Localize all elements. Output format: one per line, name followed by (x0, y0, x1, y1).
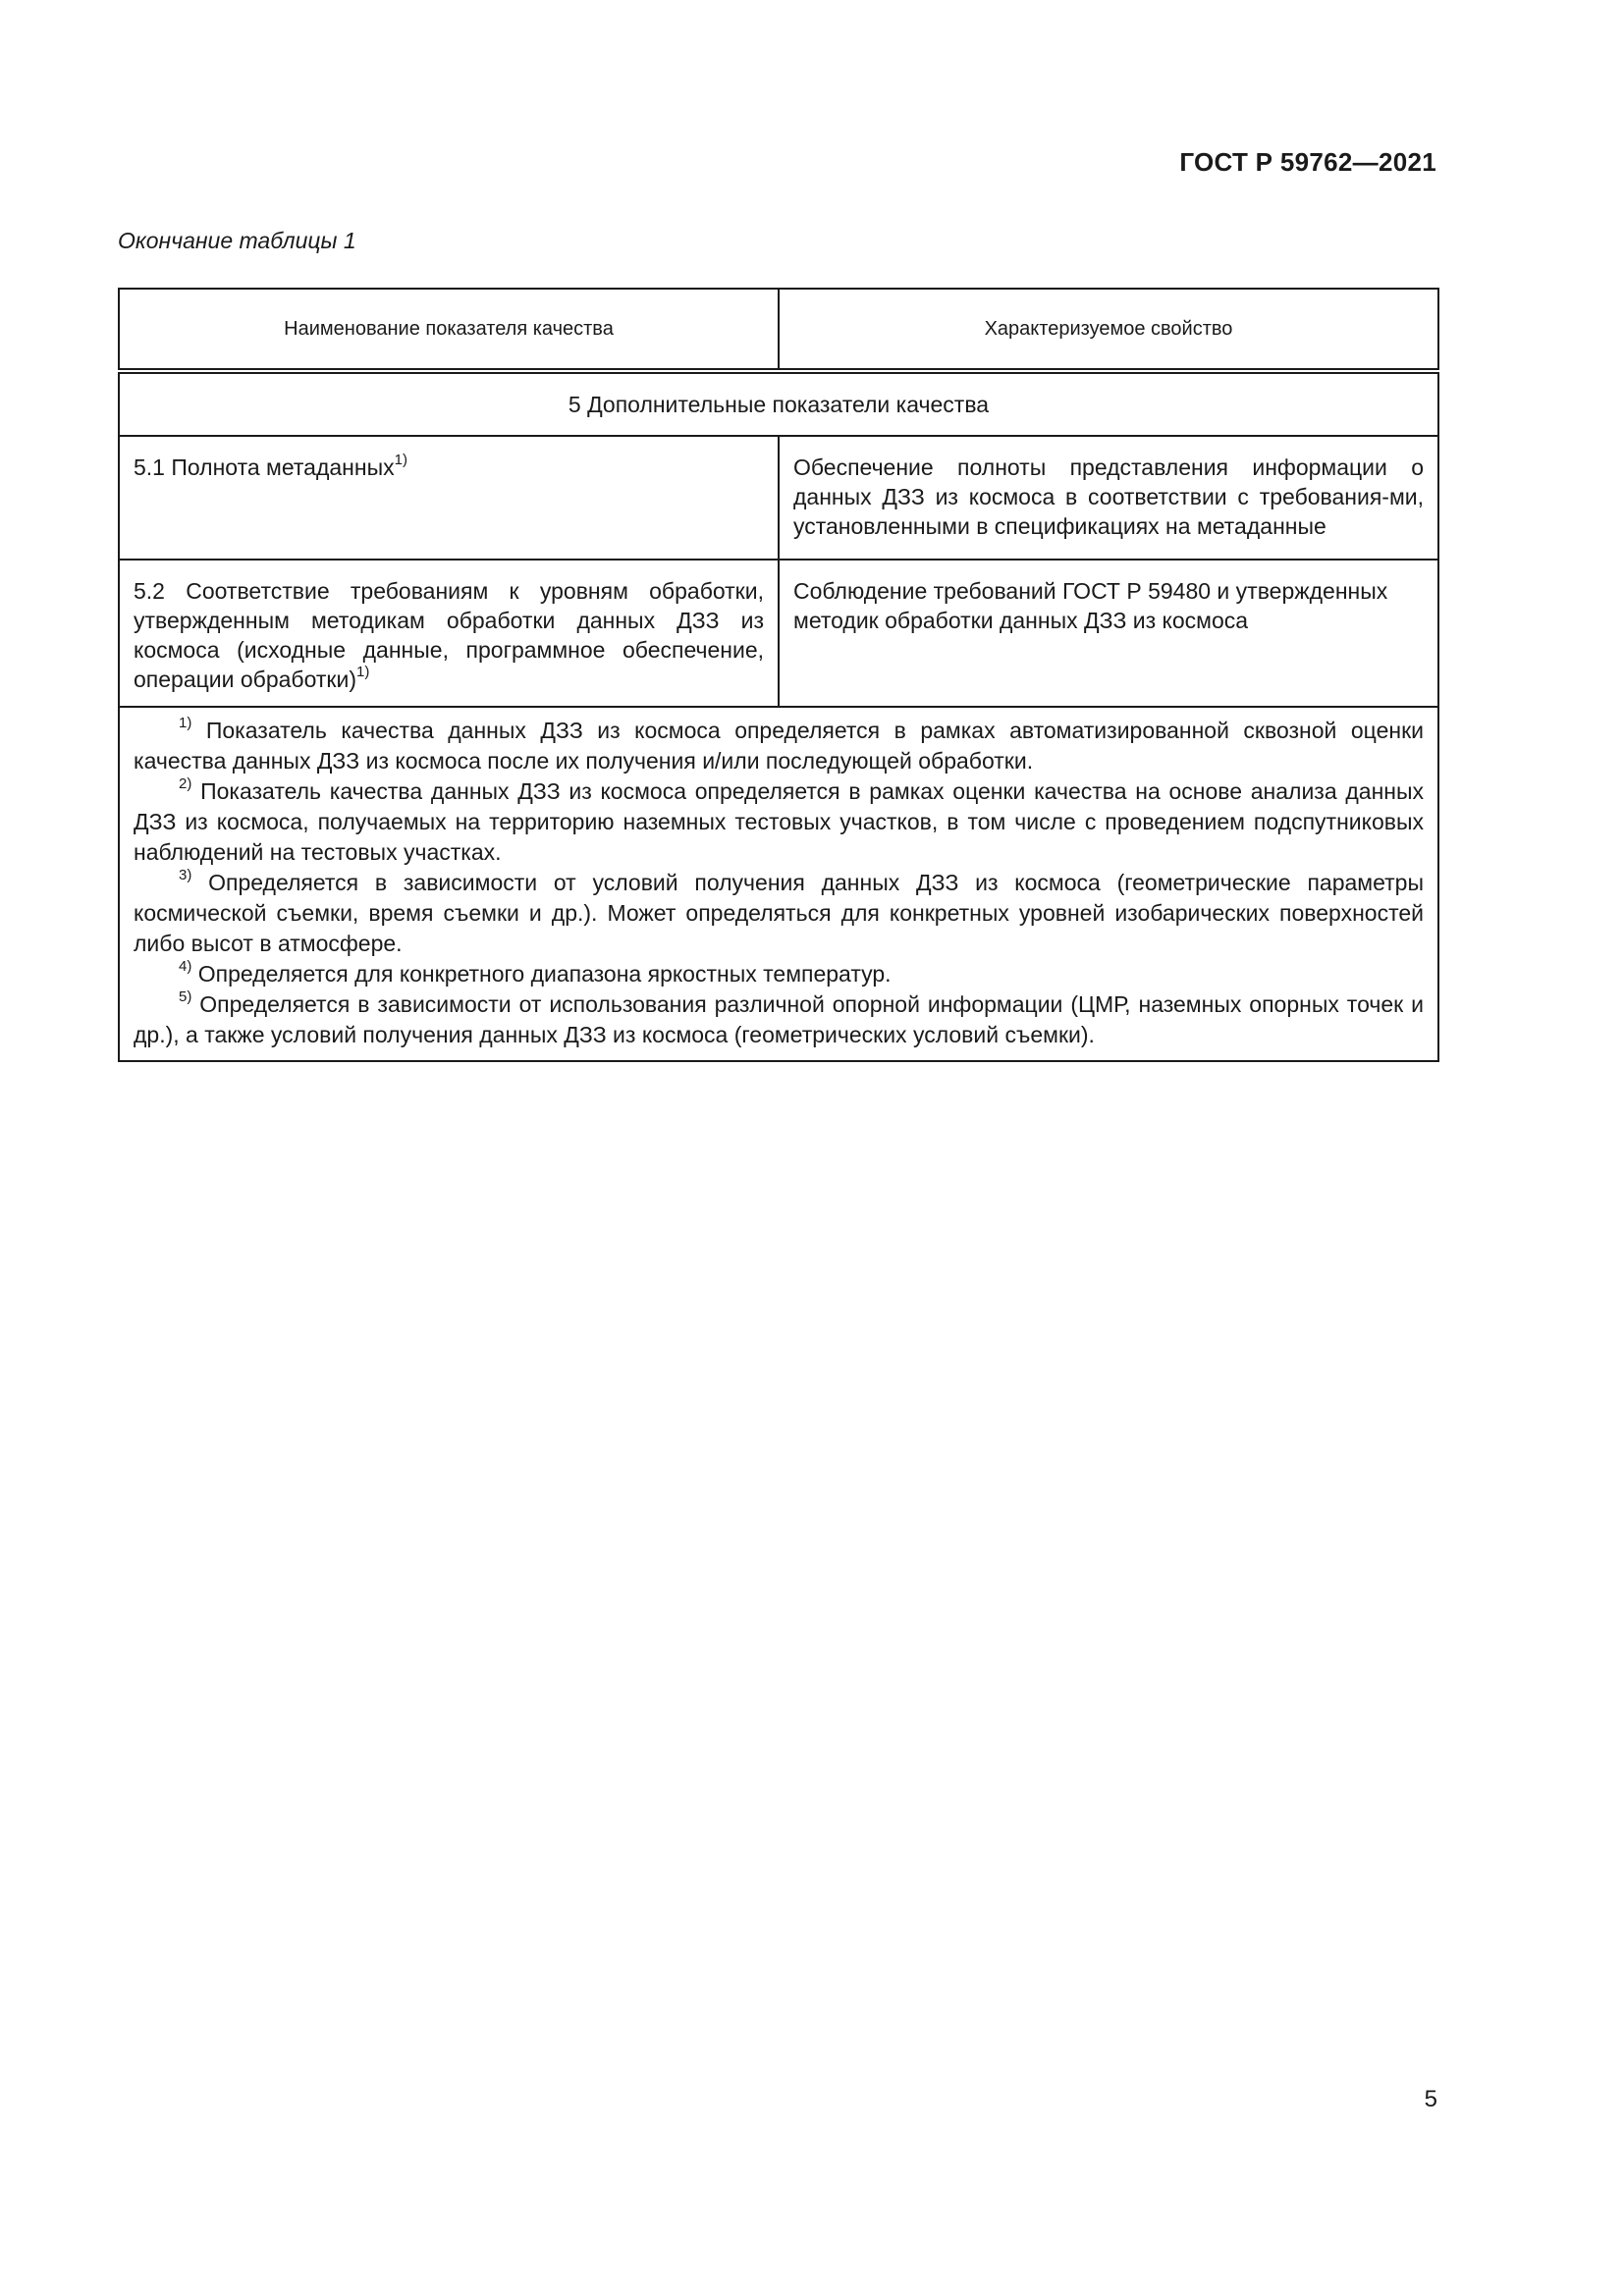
footnote-text: Определяется в зависимости от использования различной опорной информации (ЦМР, наземных опорных точек и др.), а также условий получения данных ДЗЗ из космоса (геометрических условий съемки). (134, 991, 1424, 1047)
footnotes-row (119, 707, 1438, 1061)
table-row (119, 436, 1438, 560)
footnote-mark: 2) (179, 775, 192, 793)
footnote-mark: 5) (179, 988, 192, 1006)
footnote-mark: 4) (179, 958, 192, 976)
footnote-mark: 3) (179, 867, 192, 884)
footnote-text: Определяется для конкретного диапазона яркостных температур. (191, 961, 892, 987)
standard-code: ГОСТ Р 59762—2021 (1179, 147, 1436, 177)
footnote (134, 959, 1424, 989)
footnote (134, 868, 1424, 959)
footnote-ref: 1) (356, 664, 370, 681)
indicator-name: 5.1 Полнота метаданных (134, 454, 395, 480)
indicator-name: 5.2 Соответствие требованиям к уровням обработки, утвержденным методикам обработки данных ДЗЗ из космоса (исходные данные, программное обеспечение, операции обработки) (134, 578, 764, 692)
footnote (134, 776, 1424, 868)
property-cell: Соблюдение требований ГОСТ Р 59480 и утвержденных методик обработки данных ДЗЗ из космоса (779, 560, 1438, 707)
table-caption: Окончание таблицы 1 (118, 228, 356, 253)
indicator-name-cell (119, 436, 779, 560)
footnote-text: Показатель качества данных ДЗЗ из космоса определяется в рамках автоматизированной сквозной оценки качества данных ДЗЗ из космоса после их получения и/или последующей обработки. (134, 718, 1424, 774)
quality-indicators-table (118, 288, 1437, 1062)
section-row (119, 371, 1438, 436)
section-title: 5 Дополнительные показатели качества (119, 371, 1438, 436)
footnote (134, 716, 1424, 776)
property-cell: Обеспечение полноты представления информации о данных ДЗЗ из космоса в соответствии с требования-ми, установленными в спецификациях на метаданные (779, 436, 1438, 560)
footnotes-cell (119, 707, 1438, 1061)
indicator-name-cell (119, 560, 779, 707)
column-header-indicator-name: Наименование показателя качества (119, 289, 779, 371)
table-header-row (119, 289, 1438, 371)
table-row (119, 560, 1438, 707)
footnote-text: Определяется в зависимости от условий получения данных ДЗЗ из космоса (геометрические параметры космической съемки, время съемки и др.). Может определяться для конкретных уровней изобарических поверхностей либо высот в атмосфере. (134, 870, 1424, 956)
footnote-text: Показатель качества данных ДЗЗ из космоса определяется в рамках оценки качества на основе анализа данных ДЗЗ из космоса, получаемых на территорию наземных тестовых участков, в том числе с проведением подспутниковых наблюдений на тестовых участках. (134, 778, 1424, 865)
footnote-ref: 1) (394, 452, 407, 469)
footnote-mark: 1) (179, 715, 192, 732)
page-number: 5 (1424, 2086, 1437, 2112)
footnote (134, 989, 1424, 1050)
column-header-property: Характеризуемое свойство (779, 289, 1438, 371)
